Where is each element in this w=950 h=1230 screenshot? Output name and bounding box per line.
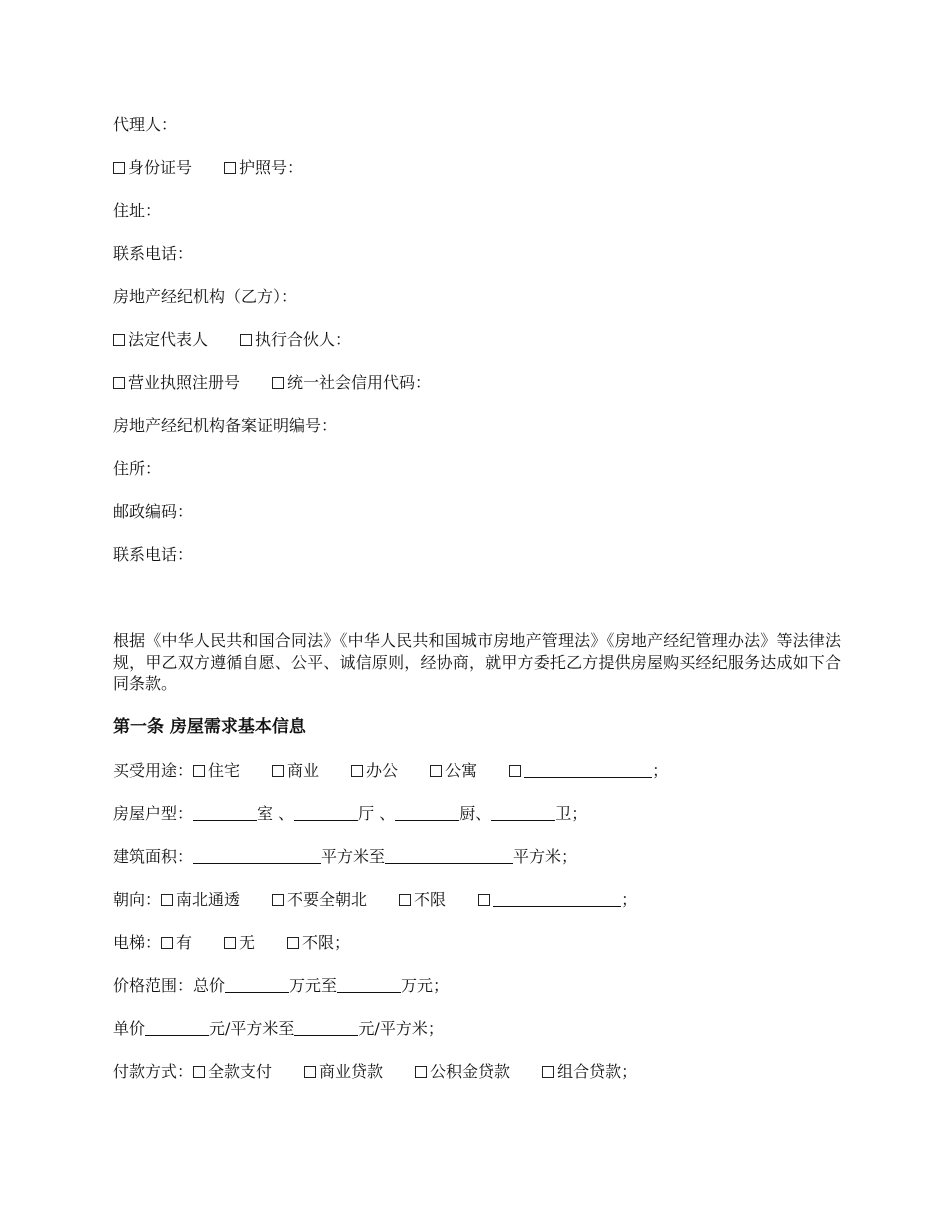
price-end-label: 万元； [401, 976, 450, 995]
license-label: 营业执照注册号 [128, 373, 241, 392]
bath-blank[interactable] [491, 804, 555, 821]
price-min-blank[interactable] [225, 976, 289, 993]
license-row [113, 372, 431, 394]
payment-commercial-loan-label: 商业贷款 [319, 1062, 384, 1081]
passport-checkbox[interactable] [224, 162, 236, 174]
elevator-yes-checkbox[interactable] [161, 937, 173, 949]
area-end-label: 平方米； [513, 847, 578, 866]
id-card-checkbox[interactable] [113, 162, 125, 174]
hall-label: 厅 、 [358, 804, 396, 823]
broker-phone-label: 联系电话： [113, 545, 194, 564]
kitchen-blank[interactable] [395, 804, 459, 821]
bath-label: 卫； [555, 804, 588, 823]
orientation-not-north-label: 不要全朝北 [287, 890, 368, 909]
unit-price-mid-label: 元/平方米至 [209, 1019, 295, 1038]
elevator-row [113, 932, 350, 954]
filing-label: 房地产经纪机构备案证明编号： [113, 416, 338, 435]
layout-label: 房屋户型： [113, 804, 194, 823]
area-min-blank[interactable] [193, 847, 321, 864]
payment-full-label: 全款支付 [208, 1062, 273, 1081]
room-blank[interactable] [193, 804, 257, 821]
orientation-any-checkbox[interactable] [399, 894, 411, 906]
elevator-label: 电梯： [113, 933, 162, 952]
orientation-ns-checkbox[interactable] [161, 894, 173, 906]
area-row [113, 846, 577, 868]
usage-apartment-label: 公寓 [445, 761, 478, 780]
phone-label: 联系电话： [113, 244, 194, 263]
elevator-no-checkbox[interactable] [224, 937, 236, 949]
broker-label: 房地产经纪机构（乙方）： [113, 287, 298, 306]
orientation-end: ； [621, 890, 638, 909]
usage-label: 买受用途： [113, 761, 194, 780]
payment-fund-loan-checkbox[interactable] [415, 1066, 427, 1078]
orientation-not-north-checkbox[interactable] [272, 894, 284, 906]
unit-price-max-blank[interactable] [294, 1019, 358, 1036]
layout-row [113, 803, 587, 825]
domicile-label: 住所： [113, 459, 162, 478]
credit-code-checkbox[interactable] [272, 377, 284, 389]
price-max-blank[interactable] [337, 976, 401, 993]
orientation-ns-label: 南北通透 [176, 890, 241, 909]
orientation-other-blank[interactable] [493, 890, 621, 907]
credit-code-label: 统一社会信用代码： [287, 373, 432, 392]
usage-end: ； [652, 761, 669, 780]
payment-full-checkbox[interactable] [193, 1066, 205, 1078]
postcode-label: 邮政编码： [113, 502, 194, 521]
id-card-label: 身份证号 [128, 158, 193, 177]
elevator-any-label: 不限； [302, 933, 351, 952]
usage-commercial-checkbox[interactable] [272, 765, 284, 777]
orientation-row [113, 889, 637, 911]
orientation-label: 朝向： [113, 890, 162, 909]
usage-other-blank[interactable] [524, 761, 652, 778]
area-label: 建筑面积： [113, 847, 194, 866]
area-mid-label: 平方米至 [321, 847, 386, 866]
legal-rep-checkbox[interactable] [113, 334, 125, 346]
representative-row [113, 329, 351, 351]
exec-partner-label: 执行合伙人： [255, 330, 352, 349]
orientation-any-label: 不限 [414, 890, 447, 909]
price-mid-label: 万元至 [289, 976, 338, 995]
kitchen-label: 厨、 [459, 804, 492, 823]
usage-other-checkbox[interactable] [509, 765, 521, 777]
payment-row [113, 1061, 637, 1083]
payment-fund-loan-label: 公积金贷款 [430, 1062, 511, 1081]
unit-price-row [113, 1018, 444, 1040]
area-max-blank[interactable] [385, 847, 513, 864]
exec-partner-checkbox[interactable] [240, 334, 252, 346]
unit-price-end-label: 元/平方米； [358, 1019, 444, 1038]
usage-residential-label: 住宅 [208, 761, 241, 780]
usage-office-checkbox[interactable] [351, 765, 363, 777]
address-label: 住址： [113, 201, 162, 220]
usage-row [113, 760, 668, 782]
license-checkbox[interactable] [113, 377, 125, 389]
usage-apartment-checkbox[interactable] [430, 765, 442, 777]
usage-residential-checkbox[interactable] [193, 765, 205, 777]
preamble-paragraph: 根据《中华人民共和国合同法》《中华人民共和国城市房地产管理法》《房地产经纪管理办法》等法律法规，甲乙双方遵循自愿、公平、诚信原则，经协商，就甲方委托乙方提供房屋购买经纪服务达成如下合同条款。 [113, 631, 841, 693]
hall-blank[interactable] [294, 804, 358, 821]
payment-combo-loan-checkbox[interactable] [542, 1066, 554, 1078]
article1-heading: 第一条 房屋需求基本信息 [113, 717, 306, 737]
usage-commercial-label: 商业 [287, 761, 320, 780]
price-row [113, 975, 449, 997]
passport-label: 护照号： [239, 158, 304, 177]
payment-commercial-loan-checkbox[interactable] [304, 1066, 316, 1078]
elevator-any-checkbox[interactable] [287, 937, 299, 949]
agent-id-row [113, 157, 303, 179]
price-label: 价格范围：总价 [113, 976, 226, 995]
elevator-no-label: 无 [239, 933, 256, 952]
unit-price-min-blank[interactable] [145, 1019, 209, 1036]
legal-rep-label: 法定代表人 [128, 330, 209, 349]
usage-office-label: 办公 [366, 761, 399, 780]
room-label: 室 、 [257, 804, 295, 823]
orientation-other-checkbox[interactable] [478, 894, 490, 906]
payment-combo-loan-label: 组合贷款； [557, 1062, 638, 1081]
payment-label: 付款方式： [113, 1062, 194, 1081]
elevator-yes-label: 有 [176, 933, 193, 952]
unit-price-label: 单价 [113, 1019, 146, 1038]
agent-label: 代理人： [113, 115, 178, 134]
